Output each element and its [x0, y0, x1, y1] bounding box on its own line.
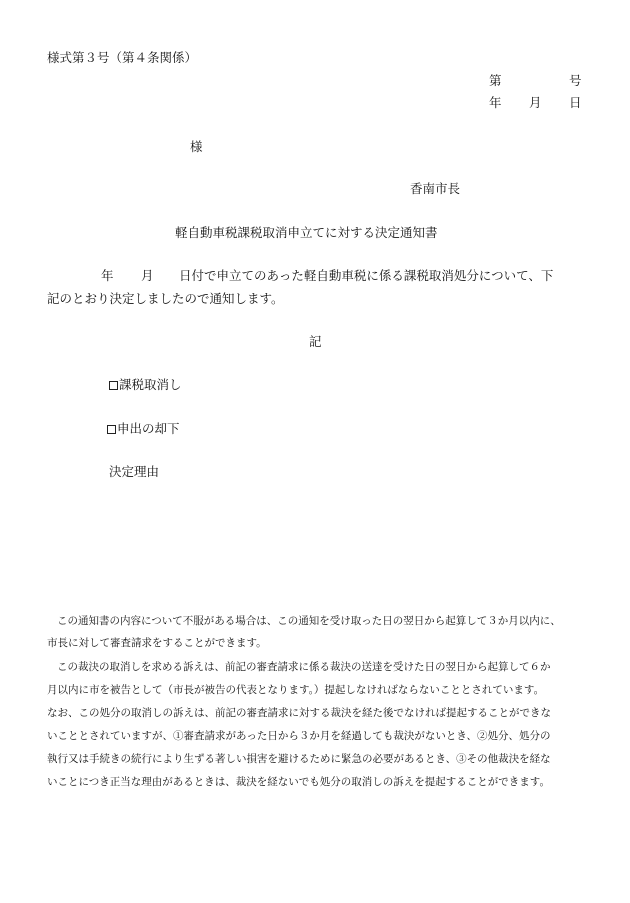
document-number-suffix: 号	[569, 73, 582, 88]
note-p2-line2: 月以内に市を被告として（市長が被告の代表となります。）提起しなければならないこととされています。	[47, 684, 545, 696]
option-reject	[107, 421, 180, 437]
addressee-honorific: 様	[190, 139, 203, 154]
decision-reason-label: 決定理由	[109, 464, 160, 479]
document-title: 軽自動車税課税取消申立てに対する決定通知書	[175, 225, 438, 240]
checkbox-icon[interactable]	[107, 425, 116, 434]
note-p2-line3: なお、この処分の取消しの訴えは、前記の審査請求に対する裁決を経た後でなければ提起することができな	[47, 707, 551, 719]
checkbox-icon[interactable]	[109, 381, 118, 390]
note-p1-line2: 市長に対して審査請求をすることができます。	[47, 637, 267, 649]
date-month-label: 月	[529, 95, 542, 110]
date-year-label: 年	[489, 95, 502, 110]
option-reject-label: 申出の却下	[117, 421, 180, 436]
note-p2-line5: 執行又は手続きの続行により生ずる著しい損害を避けるために緊急の必要があるとき、③その他裁決を経な	[47, 753, 551, 765]
option-cancel	[109, 377, 182, 393]
note-p2-line1: この裁決の取消しを求める訴えは、前記の審査請求に係る裁決の送達を受けた日の翌日から起算して６か	[57, 661, 551, 673]
date-day-label: 日	[569, 95, 582, 110]
body-year-label: 年	[101, 268, 114, 283]
option-cancel-label: 課税取消し	[119, 377, 182, 392]
issuer-title: 香南市長	[410, 181, 461, 196]
body-line-1: 日付で申立てのあった軽自動車税に係る課税取消処分について、下	[179, 268, 554, 283]
note-p1-line1: この通知書の内容について不服がある場合は、この通知を受け取った日の翌日から起算して３か月以内に、	[57, 615, 561, 627]
note-p2-line4: いこととされていますが、①審査請求があった日から３か月を経過しても裁決がないとき、②処分、処分の	[47, 730, 551, 742]
document-number-prefix: 第	[489, 73, 502, 88]
form-number: 様式第３号（第４条関係）	[47, 50, 198, 65]
body-month-label: 月	[141, 268, 154, 283]
body-line-2: 記のとおり決定しましたので通知します。	[47, 291, 284, 306]
note-p2-line6: いことにつき正当な理由があるときは、裁決を経ないでも処分の取消しの訴えを提起することができます。	[47, 776, 550, 788]
ki-label: 記	[309, 334, 322, 349]
